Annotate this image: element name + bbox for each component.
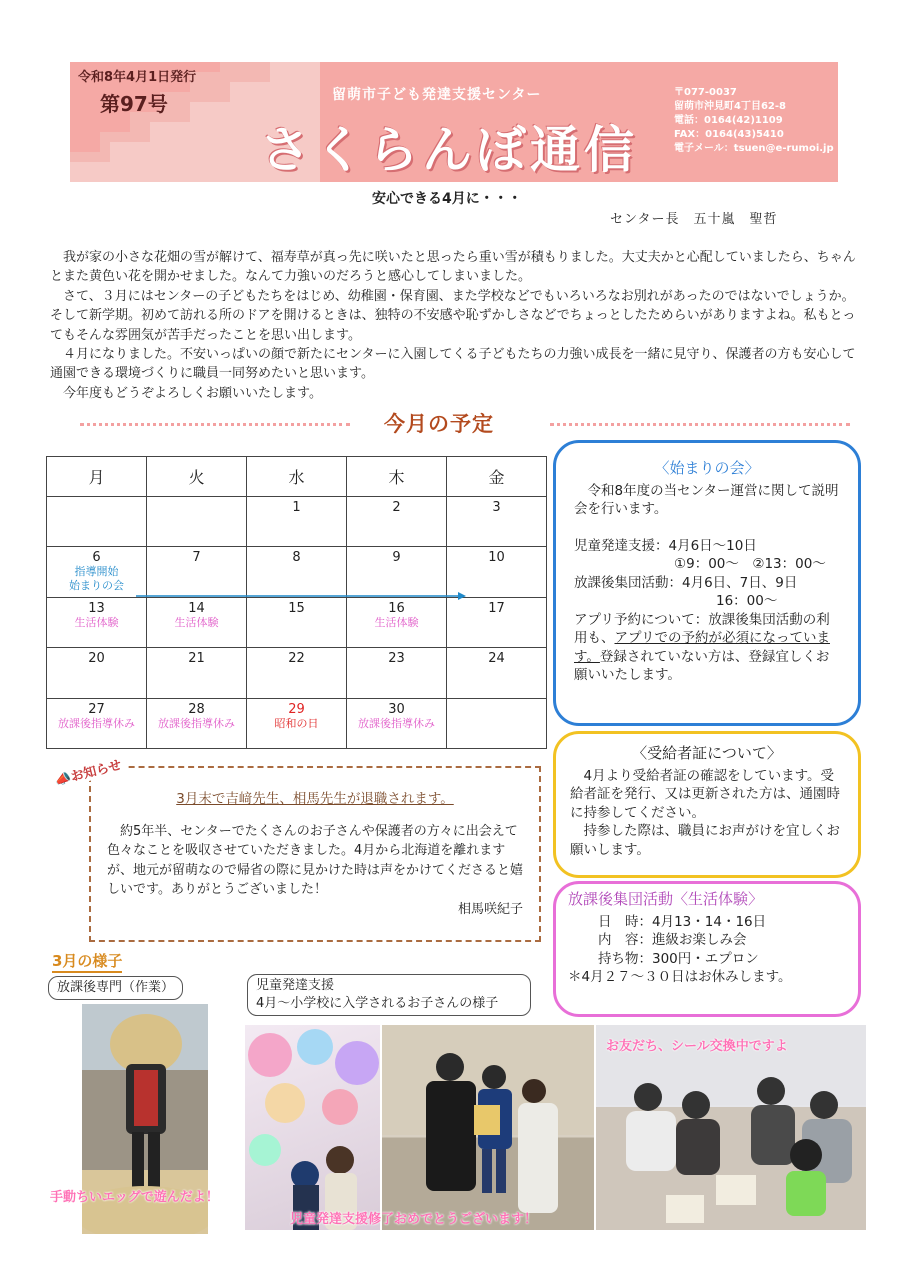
address: 留萌市沖見町4丁目62-8 <box>674 101 786 112</box>
fax: FAX：0164(43)5410 <box>674 129 784 140</box>
day-number: 24 <box>488 651 505 667</box>
calendar-day-cell <box>47 698 147 748</box>
app-note-underline: アプリでの予約が必須になっています。 <box>574 630 830 665</box>
calendar-day-cell <box>447 648 547 698</box>
after-school-content: 内 容：進級お楽しみ会 <box>598 932 747 948</box>
calendar-day-cell <box>447 597 547 647</box>
article-headline: 安心できる4月に・・・ <box>372 191 522 207</box>
opening-meeting-line: ①9：00～ ②13：00～ <box>674 556 826 572</box>
notice-headline: 3月末で吉﨑先生、相馬先生が退職されます。 <box>176 791 454 807</box>
calendar-day-cell <box>147 497 247 547</box>
opening-meeting-line: 16：00～ <box>716 593 778 609</box>
day-event: 放課後指導休み <box>158 716 235 730</box>
calendar-day-cell <box>247 648 347 698</box>
after-school-box <box>553 881 861 1017</box>
weekday-header: 水 <box>247 457 347 497</box>
calendar-day-cell <box>447 698 547 748</box>
calendar-day-cell <box>447 547 547 597</box>
calendar-week-row <box>47 698 547 748</box>
calendar-day-cell <box>247 497 347 547</box>
day-event: 昭和の日 <box>274 716 319 730</box>
certificate-box <box>553 731 861 878</box>
director-letter <box>50 248 860 403</box>
dotted-divider-right <box>550 423 850 426</box>
weekday-header: 木 <box>347 457 447 497</box>
calendar-week-row <box>47 547 547 597</box>
after-school-note: ＊4月２７～３０日はお休みします。 <box>568 969 792 985</box>
day-event: 生活体験 <box>74 615 119 629</box>
photo-sticker-exchange <box>596 1025 866 1230</box>
notice-signature: 相馬咲紀子 <box>457 901 523 917</box>
day-number: 15 <box>288 600 305 616</box>
letter-paragraph: さて、３月にはセンターの子どもたちをはじめ、幼稚園・保育園、また学校などでもいろいろなお別れがあったのではないでしょうか。そして新学期。初めて訪れる所のドアを開けるときは、独特の不安感や恥ずかしさなどでちょっとしたためらいがありますよね。私もとってもそんな雰囲気が苦手だったことを思い出します。 <box>50 288 856 343</box>
april-calendar <box>46 456 547 749</box>
certificate-body: 4月より受給者証の確認をしています。受給者証を発行、又は更新された方は、通園時に持参してください。 <box>570 767 840 821</box>
day-number: 21 <box>188 651 205 667</box>
day-number: 6 <box>92 550 101 566</box>
calendar-day-cell <box>47 648 147 698</box>
weekday-header: 金 <box>447 457 547 497</box>
march-section-title: 3月の様子 <box>52 950 122 973</box>
calendar-day-cell <box>147 648 247 698</box>
photo-caption-graduation: 児童発達支援修了おめでとうございます！ <box>290 1212 538 1227</box>
day-number: 8 <box>292 550 301 566</box>
day-number: 30 <box>388 701 405 717</box>
center-name: 留萌市子ども発達支援センター <box>332 87 542 103</box>
calendar-day-cell <box>247 698 347 748</box>
day-number: 16 <box>388 600 405 616</box>
day-number: 3 <box>492 500 501 515</box>
calendar-day-cell <box>347 547 447 597</box>
app-reservation-note <box>574 611 840 685</box>
letter-paragraph: ４月になりました。不安いっぱいの顔で新たにセンターに入園してくる子どもたちの力強い成長を一緒に見守り、保護者の方も安心して通園できる環境づくりに職員一同努めたいと思います。 <box>50 347 856 382</box>
opening-meeting-line: 放課後集団活動：4月6日、7日、9日 <box>574 574 798 591</box>
day-number: 22 <box>288 651 305 667</box>
day-number: 7 <box>192 550 201 566</box>
calendar-body <box>47 497 547 749</box>
calendar-header-row <box>47 457 547 497</box>
day-number: 14 <box>188 600 205 616</box>
opening-meeting-intro: 令和8年度の当センター運営に関して説明会を行います。 <box>574 482 839 517</box>
app-note-pre: アプリ予約について：放課後集団活動の利用も、 <box>574 611 830 646</box>
contact-info <box>674 86 834 156</box>
opening-meeting-box <box>553 440 861 726</box>
photo-caption-straw: 手動ちいエッグで遊んだよ！ <box>50 1190 219 1205</box>
caption-line: 児童発達支援 <box>256 978 335 993</box>
calendar-day-cell <box>47 597 147 647</box>
postal-code: 〒077-0037 <box>674 87 737 98</box>
megaphone-icon: 📣 <box>53 770 74 789</box>
day-number: 29 <box>288 701 305 717</box>
day-number: 2 <box>392 500 401 515</box>
dotted-divider-left <box>80 423 350 426</box>
photo-graduation-decor <box>245 1025 380 1230</box>
issue-number: 第97号 <box>100 92 168 116</box>
day-event: 指導開始 <box>74 565 119 579</box>
day-number: 23 <box>388 651 405 667</box>
email: 電子メール：tsuen@e-rumoi.jp <box>674 143 834 154</box>
calendar-day-cell <box>447 497 547 547</box>
day-number: 17 <box>488 600 505 616</box>
calendar-week-row <box>47 648 547 698</box>
weekday-header: 火 <box>147 457 247 497</box>
photo-caption-afterschool: 放課後専門（作業） <box>48 976 183 1000</box>
caption-line: 4月～小学校に入学されるお子さんの様子 <box>256 996 499 1011</box>
day-event: 生活体験 <box>374 615 419 629</box>
certificate-title: 〈受給者証について〉 <box>632 744 782 762</box>
phone: 電話：0164(42)1109 <box>674 115 783 126</box>
app-note-post: 登録されていない方は、登録宜しくお願いいたします。 <box>574 648 830 683</box>
issue-date: 令和8年4月1日発行 <box>78 70 197 85</box>
after-school-date: 日 時：4月13・14・16日 <box>598 913 767 930</box>
notice-box <box>89 766 541 942</box>
letter-paragraph: 我が家の小さな花畑の雪が解けて、福寿草が真っ先に咲いたと思ったら重い雪が積もりました。大丈夫かと心配していましたら、ちゃんとまた黄色い花を開かせました。なんて力強いのだろうと感心してしまいました。 <box>50 250 856 285</box>
day-number: 20 <box>88 651 105 667</box>
calendar-day-cell <box>47 497 147 547</box>
calendar-day-cell <box>347 497 447 547</box>
calendar-day-cell <box>147 597 247 647</box>
day-event: 始まりの会 <box>69 579 124 593</box>
photo-caption-sticker: お友だち、シール交換中ですよ <box>606 1039 788 1054</box>
calendar-day-cell <box>147 698 247 748</box>
article-signature: センター長 五十嵐 聖哲 <box>610 212 778 227</box>
calendar-day-cell <box>247 597 347 647</box>
opening-meeting-line: 児童発達支援：4月6日～10日 <box>574 537 757 554</box>
letter-paragraph: 今年度もどうぞよろしくお願いいたします。 <box>63 385 322 401</box>
newsletter-title: さくらんぼ通信 <box>260 121 638 179</box>
after-school-title: 放課後集団活動〈生活体験〉 <box>568 890 764 908</box>
day-number: 9 <box>392 550 401 566</box>
photo-caption-development <box>247 974 531 1016</box>
notice-tag-label: お知らせ <box>69 757 124 786</box>
opening-meeting-title: 〈始まりの会〉 <box>654 459 760 477</box>
calendar-week-row <box>47 497 547 547</box>
day-event: 放課後指導休み <box>58 716 135 730</box>
period-arrow <box>136 591 466 601</box>
day-number: 10 <box>488 550 505 566</box>
newsletter-banner <box>70 62 838 182</box>
day-number: 27 <box>88 701 105 717</box>
weekday-header: 月 <box>47 457 147 497</box>
day-event: 生活体験 <box>174 615 219 629</box>
day-number: 13 <box>88 600 105 616</box>
day-event: 放課後指導休み <box>358 716 435 730</box>
calendar-week-row <box>47 597 547 647</box>
calendar-day-cell <box>47 547 147 597</box>
calendar-day-cell <box>347 698 447 748</box>
day-number: 28 <box>188 701 205 717</box>
certificate-body: 持参した際は、職員にお声がけを宜しくお願いします。 <box>570 823 840 858</box>
calendar-day-cell <box>347 597 447 647</box>
calendar-day-cell <box>147 547 247 597</box>
photo-graduation-group <box>382 1025 594 1230</box>
calendar-day-cell <box>247 547 347 597</box>
notice-body: 約5年半、センターでたくさんのお子さんや保護者の方々に出会えて色々なことを吸収させていただきました。4月から北海道を離れますが、地元が留萌なので帰省の際に見かけた時は声をかけてくださると嬉しいです。ありがとうございました！ <box>107 823 524 897</box>
after-school-items: 持ち物：300円・エプロン <box>598 950 759 967</box>
day-number: 1 <box>292 500 301 515</box>
calendar-day-cell <box>347 648 447 698</box>
schedule-title: 今月の予定 <box>384 412 494 436</box>
